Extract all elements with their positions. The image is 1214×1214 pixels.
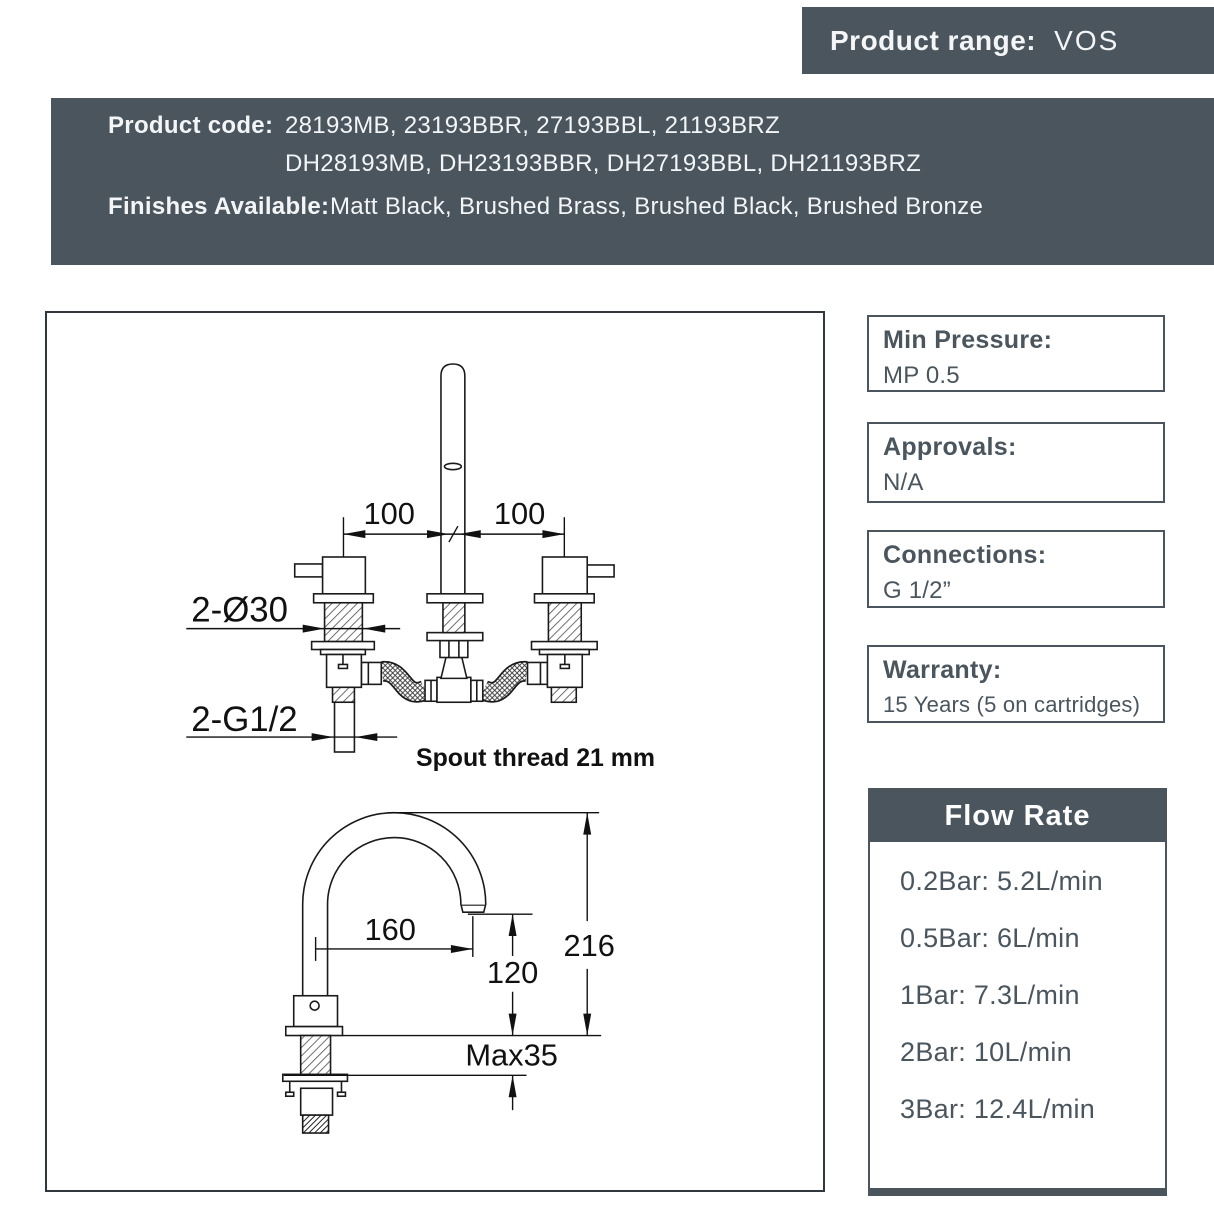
center-spout-base [425,594,483,702]
product-info-banner [51,98,1214,265]
gooseneck-spout [303,813,486,996]
flow-rate-item: 3Bar: 12.4L/min [900,1094,1096,1124]
dim-100-right: 100 [493,496,546,532]
connections-box [867,530,1165,608]
product-range-banner [802,7,1214,74]
flow-rate-item: 0.2Bar: 5.2L/min [900,866,1103,896]
flow-rate-title: Flow Rate [870,790,1165,842]
product-range-value: VOS [1054,24,1120,56]
dim-reach-160: 160 [364,912,416,948]
min-pressure-box [867,315,1165,392]
technical-drawing-panel [45,311,825,1192]
deck-flange [286,1027,343,1036]
spout-tube [441,364,465,601]
min-pressure-value: MP 0.5 [883,362,960,389]
min-pressure-label: Min Pressure: [883,326,1053,354]
left-handle-assembly [295,557,382,752]
warranty-value: 15 Years (5 on cartridges) [883,692,1141,717]
dim-100-left: 100 [363,496,415,532]
connections-label: Connections: [883,541,1047,569]
finishes-value: Matt Black, Brushed Brass, Brushed Black, Brushed Bronze [330,193,984,220]
right-handle-assembly [528,557,615,702]
dim-height-216: 216 [563,927,615,963]
spout-body [294,996,338,1027]
finishes-label: Finishes Available: [108,193,330,220]
approvals-value: N/A [883,469,924,496]
spout-thread-note: Spout thread 21 mm [415,743,655,772]
front-view-drawing [295,364,614,752]
side-view-labels [365,912,615,1072]
flow-rate-item: 1Bar: 7.3L/min [900,980,1080,1010]
flow-rate-list [870,842,1165,1151]
product-codes-line2: DH28193MB, DH23193BBR, DH27193BBL, DH21193BRZ [285,150,922,177]
approvals-label: Approvals: [883,433,1017,461]
dim-diameter: 2-Ø30 [191,590,289,630]
front-view-labels [191,496,655,772]
dim-deck-max35: Max35 [465,1037,558,1073]
warranty-label: Warranty: [883,656,1002,684]
product-range-label: Product range: [830,24,1037,56]
product-code-label: Product code: [108,112,274,139]
side-view-drawing [283,813,486,1133]
dim-thread: 2-G1/2 [191,700,298,740]
mounting-nut [301,1088,333,1115]
flow-rate-item: 2Bar: 10L/min [900,1037,1072,1067]
spout-tube-detail [444,463,461,469]
flow-rate-box [868,788,1167,1196]
flow-rate-item: 0.5Bar: 6L/min [900,923,1080,953]
warranty-box [867,645,1165,723]
dim-height-120: 120 [486,954,539,990]
connections-value: G 1/2” [883,577,951,604]
threaded-tail [303,1115,329,1133]
faucet-technical-drawing [47,313,823,1190]
threaded-shank [301,1036,331,1076]
approvals-box [867,422,1165,503]
product-codes-line1: 28193MB, 23193BBR, 27193BBL, 21193BRZ [285,112,780,139]
